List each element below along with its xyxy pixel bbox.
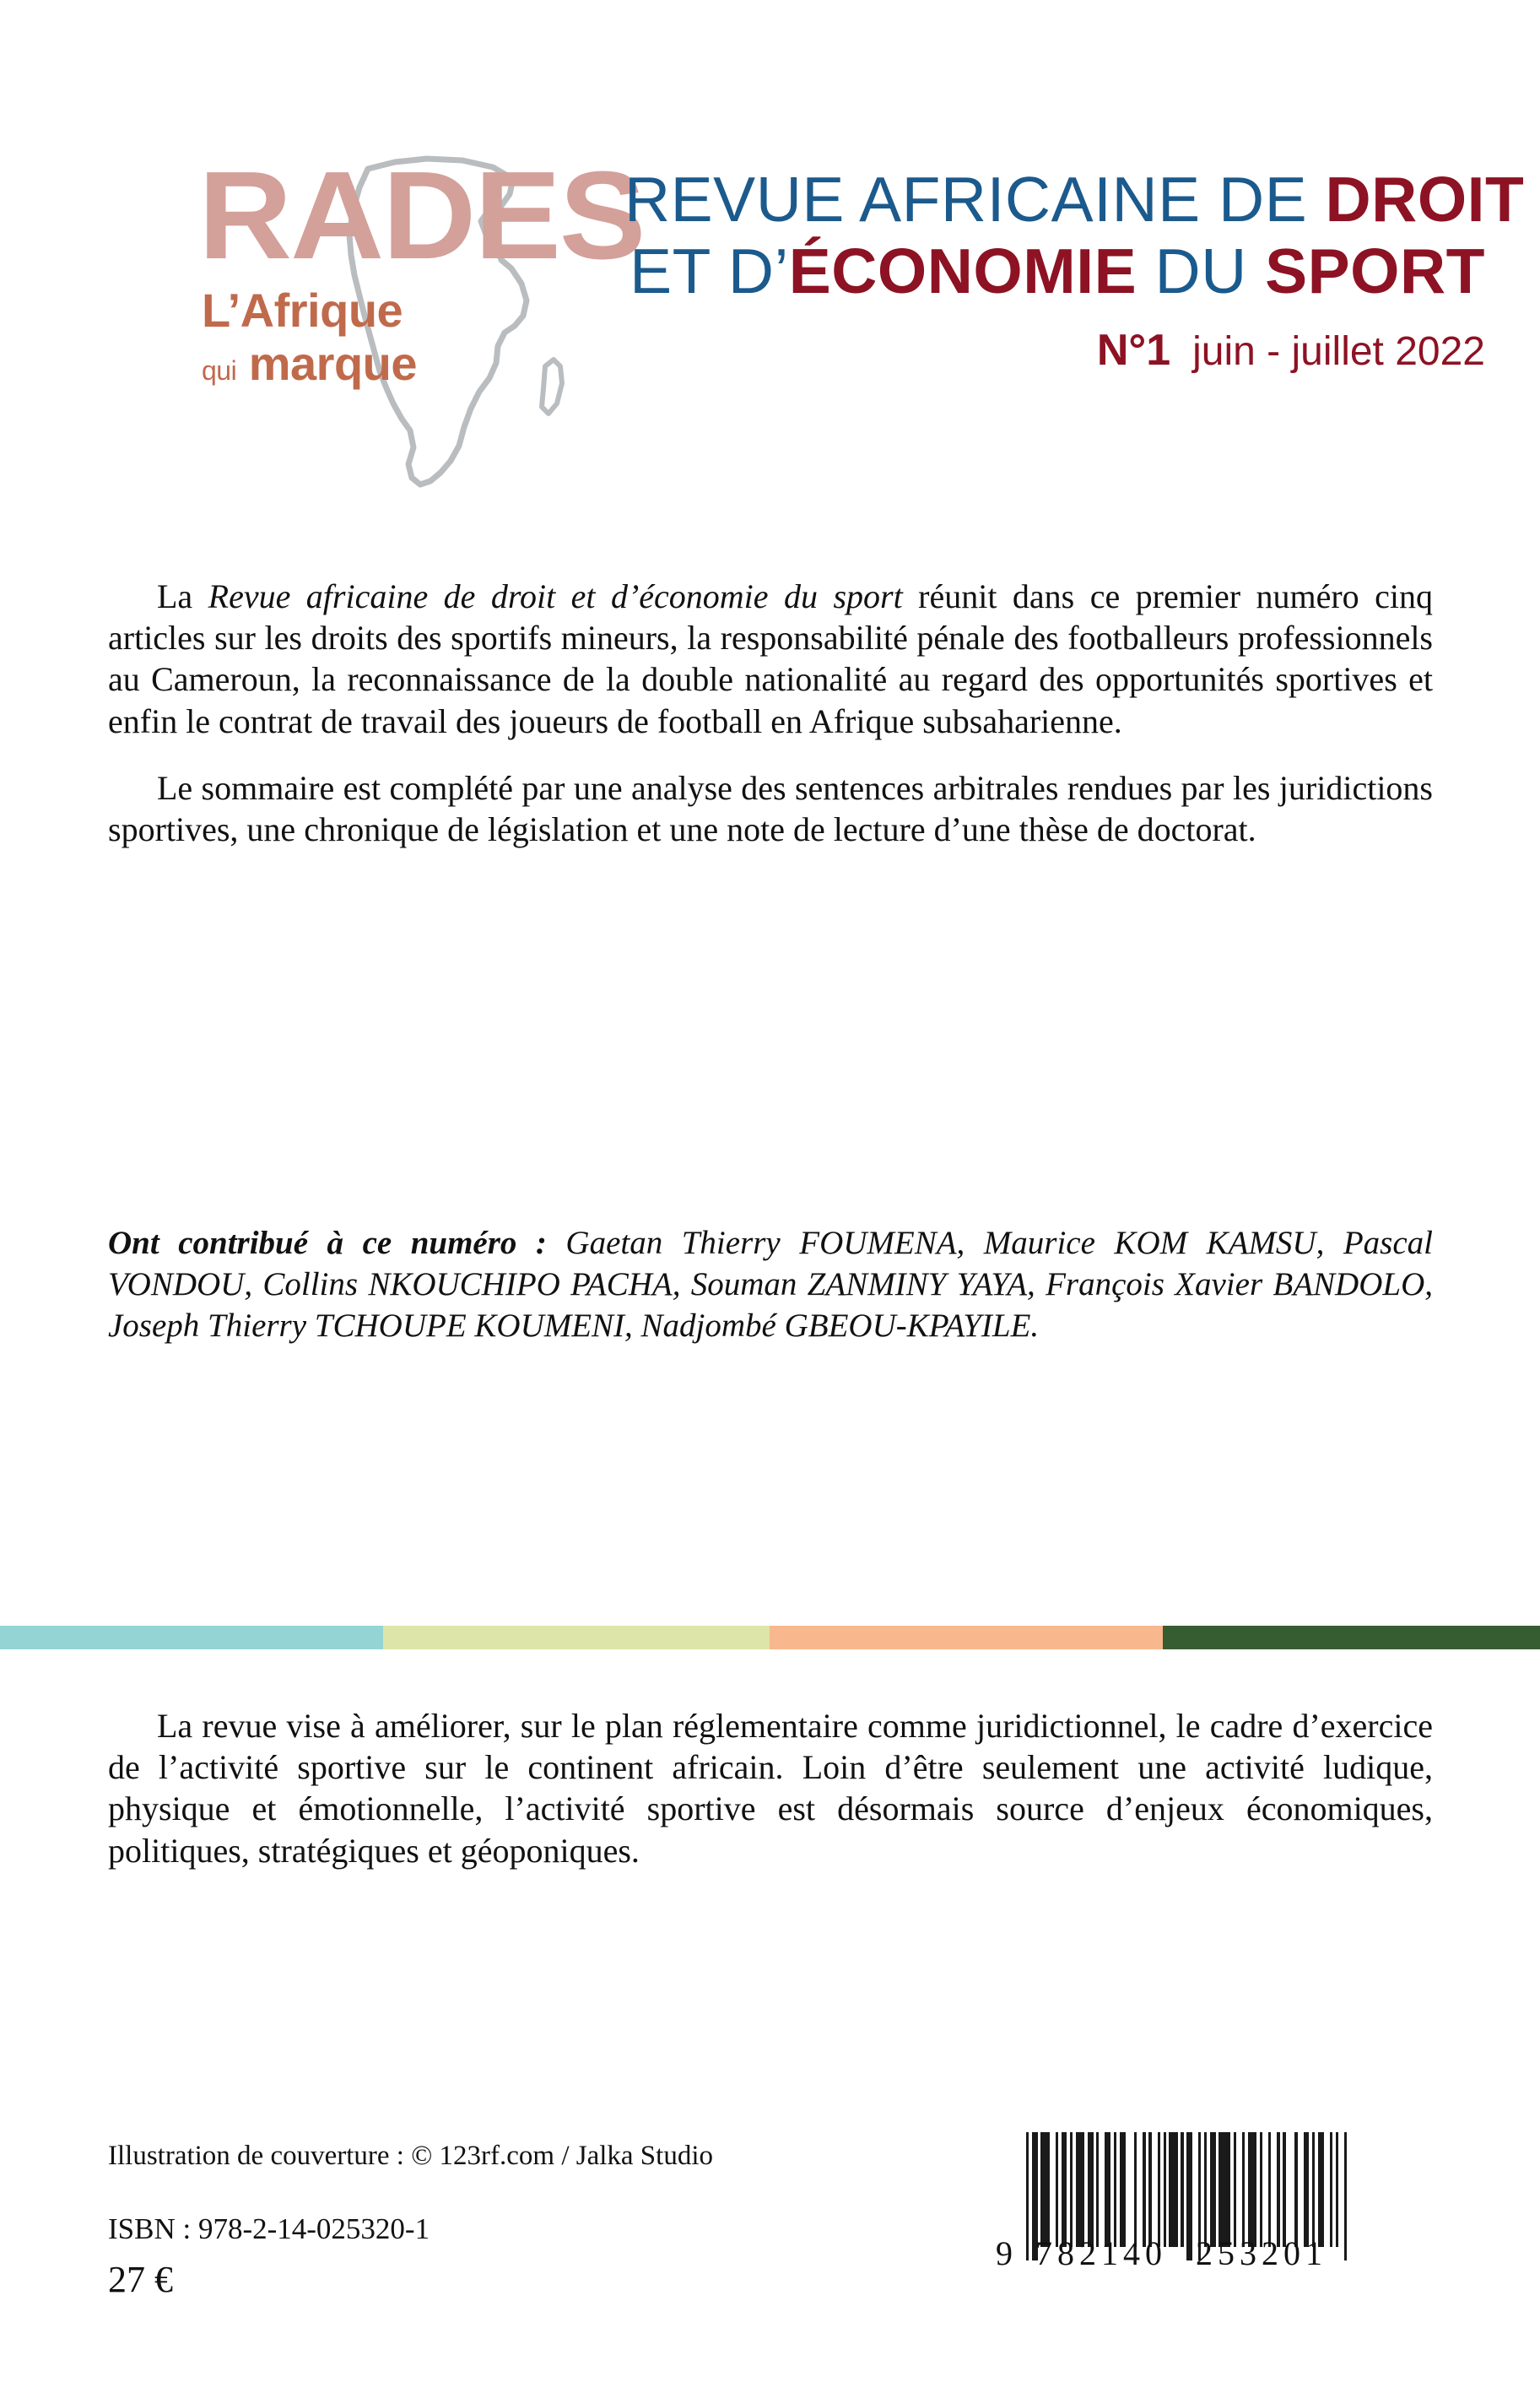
- barcode-space: [1262, 2132, 1268, 2247]
- barcode-bar: [1105, 2132, 1110, 2247]
- isbn-barcode: [996, 2132, 1350, 2273]
- title-line2-plain-b: DU: [1137, 235, 1266, 306]
- color-band-forest-green: [1163, 1626, 1540, 1649]
- journal-title-line-2: [624, 235, 1485, 306]
- barcode-bar: [1062, 2132, 1067, 2247]
- logo-tagline-afrique: L’Afrique: [202, 283, 403, 337]
- contributors-paragraph: Ont contribué à ce numéro : Gaetan Thierry FOUMENA, Maurice KOM KAMSU, Pascal VONDOU, Collins NKOUCHIPO PACHA, Souman ZANMINY YAYA, François Xavier BANDOLO, Joseph Thierry TCHOUPE KOUMENI, Nadjombé GBEOU-KPAYILE.: [108, 1225, 1433, 1345]
- barcode-bar: [1218, 2132, 1230, 2247]
- issue-number: N°1: [1096, 326, 1171, 375]
- logo-tagline-marque-word: marque: [248, 336, 418, 390]
- barcode-space: [1126, 2132, 1134, 2247]
- barcode-space: [1099, 2132, 1105, 2247]
- barcode-space: [1347, 2132, 1349, 2247]
- barcode-right-group: 253201: [1196, 2234, 1327, 2272]
- title-line1-plain: REVUE AFRICAINE DE: [624, 164, 1326, 235]
- summary-paragraph: Le sommaire est complété par une analyse des sentences arbitrales rendues par les juridictions sportives, une chronique de législation et une note de lecture d’une thèse de doctorat.: [108, 768, 1433, 848]
- color-band-strip: [0, 1626, 1540, 1649]
- illustration-credit: Illustration de couverture : © 123rf.com / Jalka Studio: [108, 2141, 713, 2171]
- barcode-space: [1271, 2132, 1277, 2247]
- barcode-bar: [1318, 2132, 1324, 2247]
- isbn-text: ISBN : 978-2-14-025320-1: [108, 2212, 430, 2246]
- logo-tagline-marque: [202, 336, 595, 390]
- journal-title-line-1: [624, 164, 1525, 235]
- title-line2-emphasis-b: SPORT: [1265, 235, 1485, 306]
- color-band-teal: [0, 1626, 383, 1649]
- barcode-space: [1152, 2132, 1158, 2247]
- barcode-bar: [1304, 2132, 1310, 2247]
- barcode-bars: [1026, 2132, 1350, 2247]
- barcode-bar: [1076, 2132, 1084, 2247]
- intro-paragraph: La Revue africaine de droit et d’économie du sport réunit dans ce premier numéro cinq articles sur les droits des sportifs mineurs, la responsabilité pénale des footballeurs professionnels au Cameroun, la reconnaissance de la double nationalité au regard des opportunités sportives et enfin le contrat de travail des joueurs de football en Afrique subsaharienne.: [108, 577, 1434, 740]
- title-line2-plain-a: ET D’: [630, 235, 789, 306]
- barcode-left-group: 782140: [1035, 2234, 1167, 2272]
- contributors-block: [108, 1222, 1433, 1346]
- barcode-space: [1192, 2132, 1198, 2247]
- barcode-space: [1050, 2132, 1056, 2247]
- mission-text-block: [108, 1705, 1433, 1871]
- rades-logo: [198, 146, 645, 390]
- color-band-lime: [383, 1626, 770, 1649]
- price-text: 27 €: [108, 2258, 173, 2300]
- barcode-lead-digit: 9: [996, 2234, 1014, 2272]
- title-line2-emphasis-a: ÉCONOMIE: [788, 235, 1137, 306]
- barcode-space: [1286, 2132, 1294, 2247]
- masthead: [0, 0, 1540, 523]
- barcode-space: [1338, 2132, 1344, 2247]
- barcode-space: [1236, 2132, 1242, 2247]
- barcode-bar: [1088, 2132, 1094, 2247]
- barcode-bar: [1040, 2132, 1049, 2247]
- barcode-bar: [1169, 2132, 1177, 2247]
- color-band-peach: [770, 1626, 1162, 1649]
- barcode-digits: [996, 2233, 1350, 2273]
- barcode-bar: [1248, 2132, 1256, 2247]
- title-line1-emphasis: DROIT: [1325, 164, 1525, 235]
- footer-block: [108, 2141, 952, 2300]
- barcode-space: [1137, 2132, 1143, 2247]
- barcode-space: [1324, 2132, 1330, 2247]
- barcode-bar: [1210, 2132, 1216, 2247]
- barcode-bar: [1120, 2132, 1126, 2247]
- intro-text-block: [108, 576, 1433, 850]
- issue-date: juin - juillet 2022: [1192, 329, 1485, 374]
- mission-paragraph: La revue vise à améliorer, sur le plan réglementaire comme juridictionnel, le cadre d’exercice de l’activité sportive sur le continent africain. Loin d’être seulement une activité ludique, physique et émotionnelle, l’activité sportive est désormais source d’enjeux économiques, politiques, stratégiques et géoponiques.: [108, 1707, 1433, 1870]
- logo-wordmark: RADES: [198, 146, 645, 285]
- barcode-space: [1298, 2132, 1304, 2247]
- issue-line: [624, 325, 1485, 376]
- logo-tagline-qui: qui: [202, 355, 237, 386]
- journal-title-block: [624, 164, 1525, 376]
